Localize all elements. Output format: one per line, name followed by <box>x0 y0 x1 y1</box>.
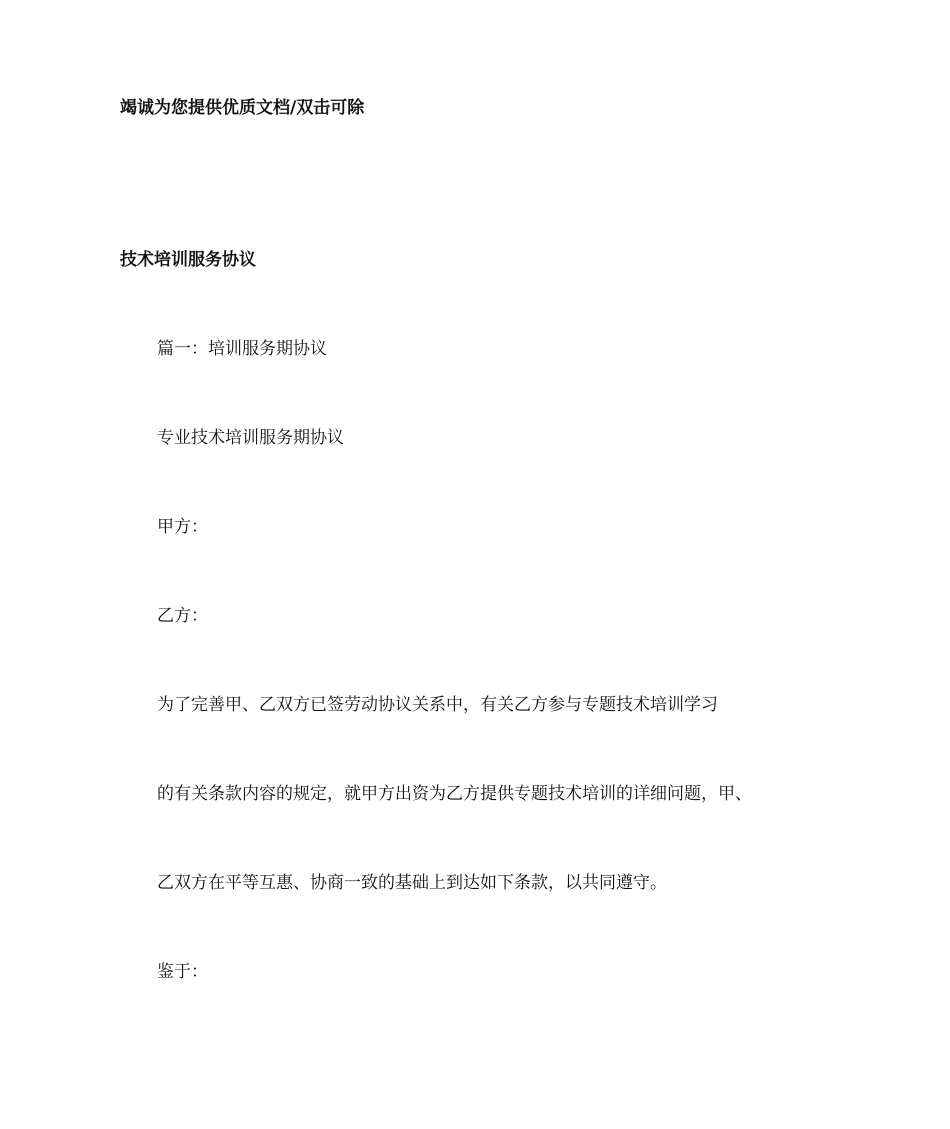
paragraph-line: 甲方： <box>157 517 208 537</box>
paragraph-line: 的有关条款内容的规定，就甲方出资为乙方提供专题技术培训的详细问题，甲、 <box>157 784 752 804</box>
paragraph-line: 鉴于： <box>157 962 208 982</box>
paragraph-line: 专业技术培训服务期协议 <box>157 428 344 448</box>
document-title: 技术培训服务协议 <box>120 250 256 270</box>
paragraph-line: 乙方： <box>157 606 208 626</box>
paragraph-line: 为了完善甲、乙双方已签劳动协议关系中，有关乙方参与专题技术培训学习 <box>157 695 718 715</box>
paragraph-line: 篇一：培训服务期协议 <box>157 339 327 359</box>
document-header: 竭诚为您提供优质文档/双击可除 <box>120 98 365 118</box>
paragraph-line: 乙双方在平等互惠、协商一致的基础上到达如下条款，以共同遵守。 <box>157 873 667 893</box>
